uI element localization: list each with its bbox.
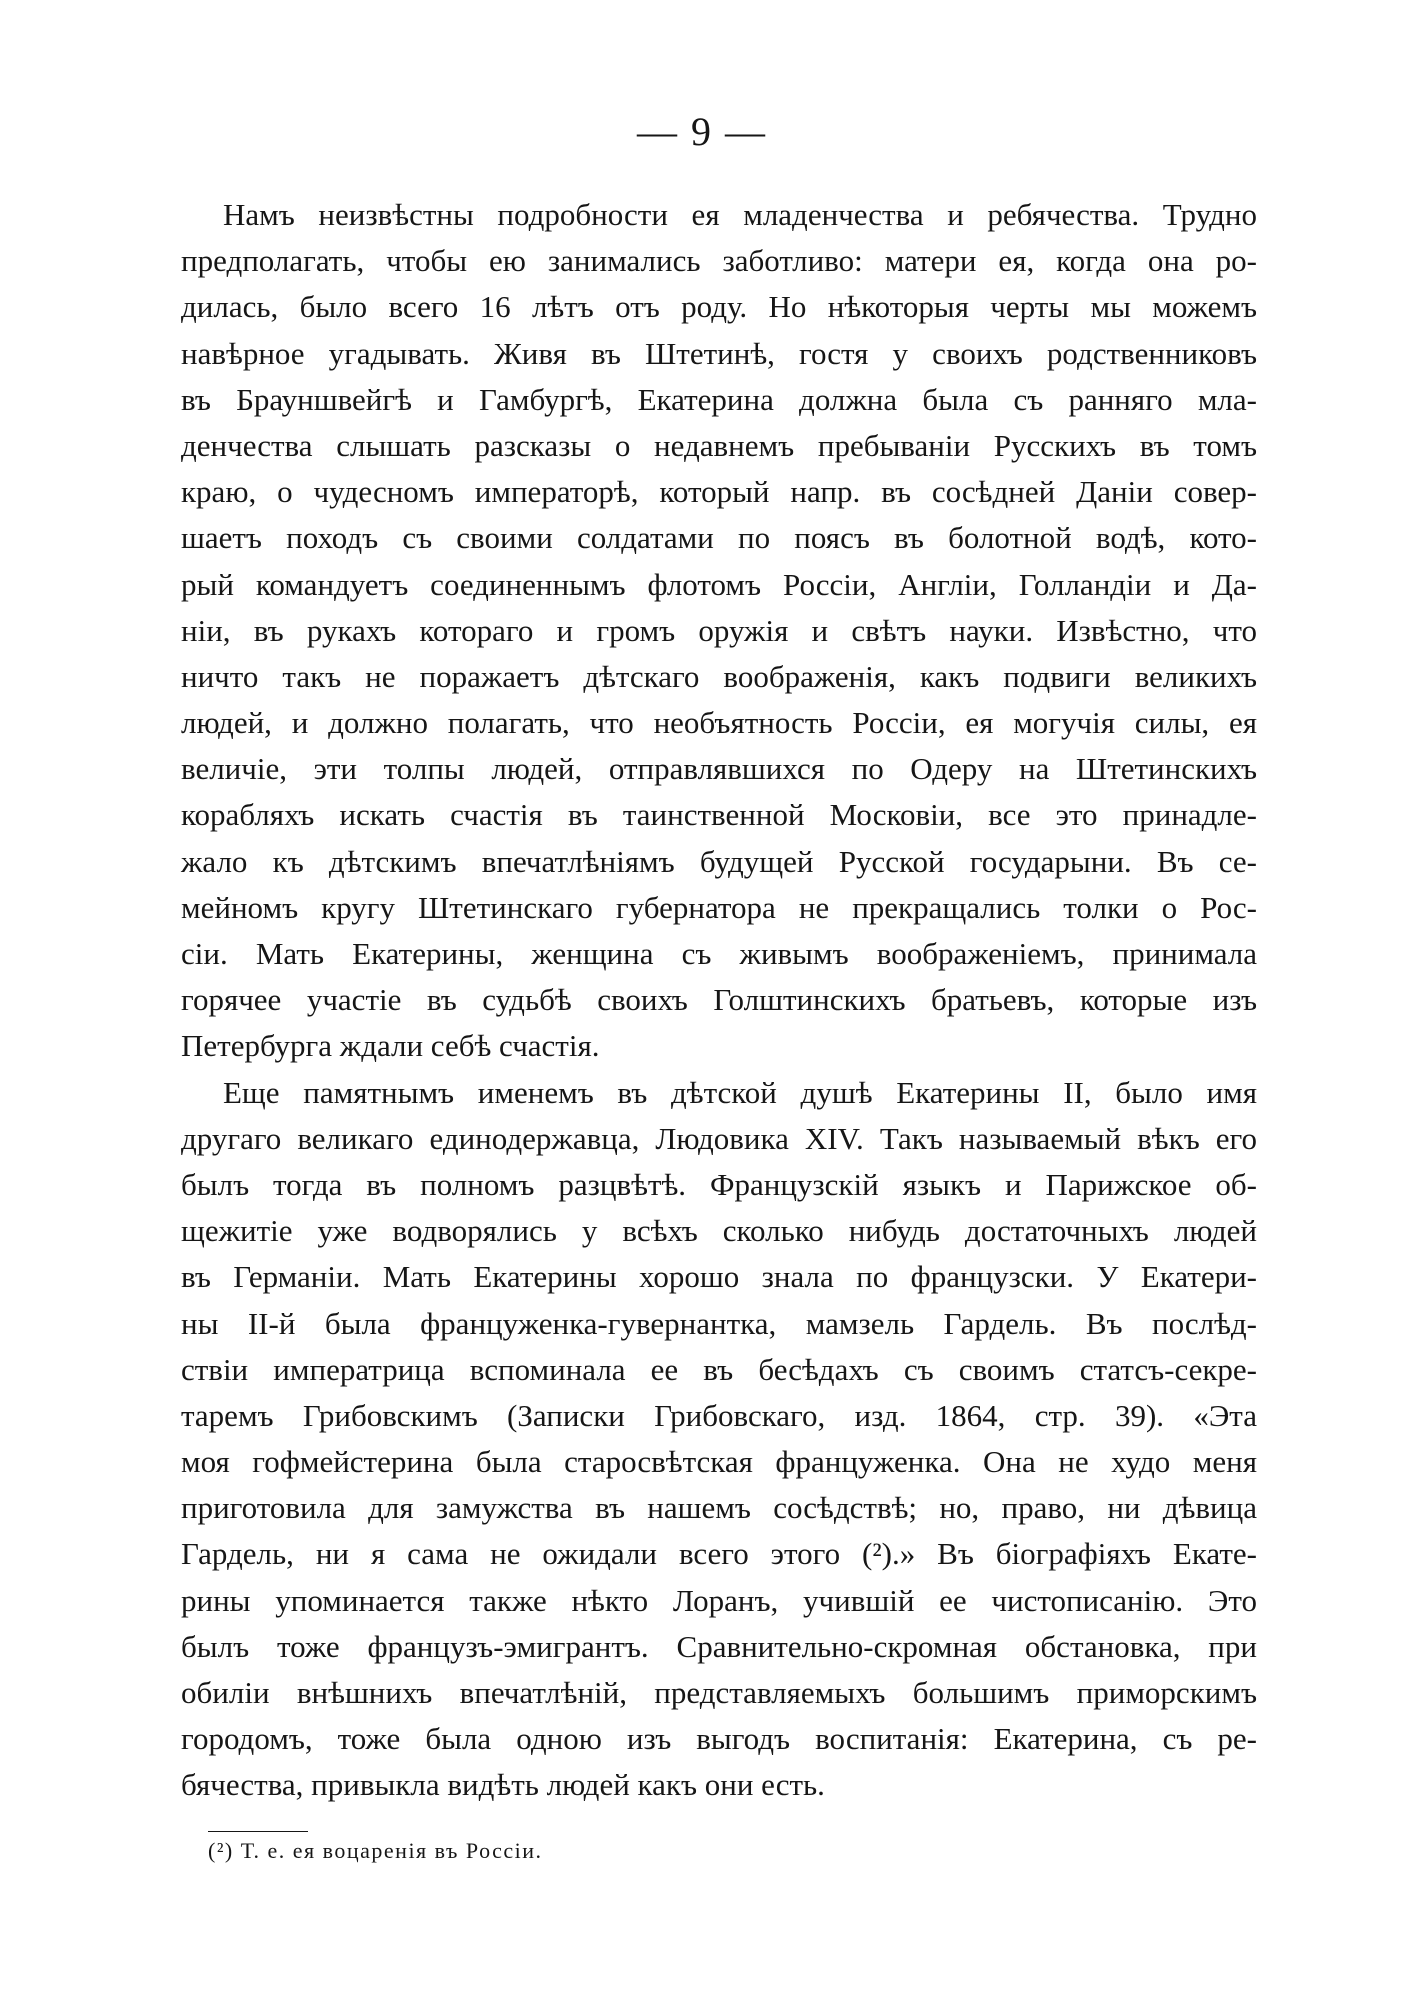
text-line: шаетъ походъ съ своими солдатами по поясъ въ болотной водѣ, кото-	[181, 520, 1257, 556]
text-line: щежитіе уже водворялись у всѣхъ сколько нибудь достаточныхъ людей	[181, 1213, 1257, 1249]
main-text	[181, 192, 1257, 1809]
text-line: ны II-й была француженка-гувернантка, мамзель Гардель. Въ послѣд-	[181, 1305, 1257, 1341]
footnote-divider	[208, 1831, 308, 1832]
text-line: краю, о чудесномъ императорѣ, который напр. въ сосѣдней Даніи совер-	[181, 474, 1257, 510]
text-line: обиліи внѣшнихъ впечатлѣній, представляемыхъ большимъ приморскимъ	[181, 1675, 1257, 1710]
text-line: городомъ, тоже была одною изъ выгодъ воспитанія: Екатерина, съ ре-	[181, 1721, 1257, 1757]
text-line: навѣрное угадывать. Живя въ Штетинѣ, гостя у своихъ родственниковъ	[181, 335, 1257, 371]
text-line: Гардель, ни я сама не ожидали всего этого (²).» Въ біографіяхъ Екате-	[181, 1536, 1257, 1572]
text-line: дилась, было всего 16 лѣтъ отъ роду. Но нѣкоторыя черты мы можемъ	[181, 289, 1257, 325]
page-number: — 9 —	[637, 109, 767, 154]
text-line: бячества, привыкла видѣть людей какъ они есть.	[181, 1767, 825, 1803]
text-line: Еще памятнымъ именемъ въ дѣтской душѣ Екатерины II, было имя	[223, 1074, 1257, 1110]
text-line: моя гофмейстерина была старосвѣтская француженка. Она не худо меня	[181, 1444, 1257, 1480]
text-line: ничто такъ не поражаетъ дѣтскаго воображенія, какъ подвиги великихъ	[181, 658, 1257, 694]
text-line: въ Брауншвейгѣ и Гамбургѣ, Екатерина должна была съ ранняго мла-	[181, 381, 1257, 417]
text-line: денчества слышать разсказы о недавнемъ пребываніи Русскихъ въ томъ	[181, 427, 1257, 463]
text-line: корабляхъ искать счастія въ таинственной Московіи, все это принадле-	[181, 797, 1257, 833]
text-line: величіе, эти толпы людей, отправлявшихся по Одеру на Штетинскихъ	[181, 751, 1257, 787]
text-line: рый командуетъ соединеннымъ флотомъ Россіи, Англіи, Голландіи и Да-	[181, 566, 1257, 602]
text-line: Намъ неизвѣстны подробности ея младенчества и ребячества. Трудно	[223, 197, 1257, 232]
text-line: жало къ дѣтскимъ впечатлѣніямъ будущей Русской государыни. Въ се-	[181, 843, 1257, 879]
text-line: людей, и должно полагать, что необъятность Россіи, ея могучія силы, ея	[181, 705, 1257, 741]
text-line: таремъ Грибовскимъ (Записки Грибовскаго, изд. 1864, стр. 39). «Эта	[181, 1397, 1257, 1433]
text-line: ствіи императрица вспоминала ее въ бесѣдахъ съ своимъ статсъ-секре-	[181, 1351, 1257, 1387]
text-line: приготовила для замужства въ нашемъ сосѣдствѣ; но, право, ни дѣвица	[181, 1490, 1257, 1526]
text-line: былъ тоже французъ-эмигрантъ. Сравнительно-скромная обстановка, при	[181, 1628, 1257, 1664]
text-line: другаго великаго единодержавца, Людовика XIV. Такъ называемый вѣкъ его	[181, 1120, 1257, 1156]
text-line: былъ тогда въ полномъ разцвѣтѣ. Французскій языкъ и Парижское об-	[181, 1166, 1257, 1202]
text-line: мейномъ кругу Штетинскаго губернатора не прекращались толки о Рос-	[181, 889, 1257, 925]
text-line: ніи, въ рукахъ котораго и громъ оружія и свѣтъ науки. Извѣстно, что	[181, 612, 1257, 648]
text-line: Петербурга ждали себѣ счастія.	[181, 1028, 600, 1064]
text-line: сіи. Мать Екатерины, женщина съ живымъ воображеніемъ, принимала	[181, 936, 1257, 971]
footnote: (²) Т. е. ея воцаренія въ Россіи.	[208, 1838, 543, 1863]
text-line: предполагать, чтобы ею занимались заботливо: матери ея, когда она ро-	[181, 243, 1257, 279]
paragraph-1	[181, 192, 1257, 1070]
text-line: рины упоминается также нѣкто Лоранъ, учившій ее чистописанію. Это	[181, 1582, 1257, 1618]
text-line: въ Германіи. Мать Екатерины хорошо знала по французски. У Екатери-	[181, 1259, 1257, 1295]
text-line: горячее участіе въ судьбѣ своихъ Голштинскихъ братьевъ, которые изъ	[181, 982, 1257, 1018]
paragraph-2	[181, 1070, 1257, 1809]
